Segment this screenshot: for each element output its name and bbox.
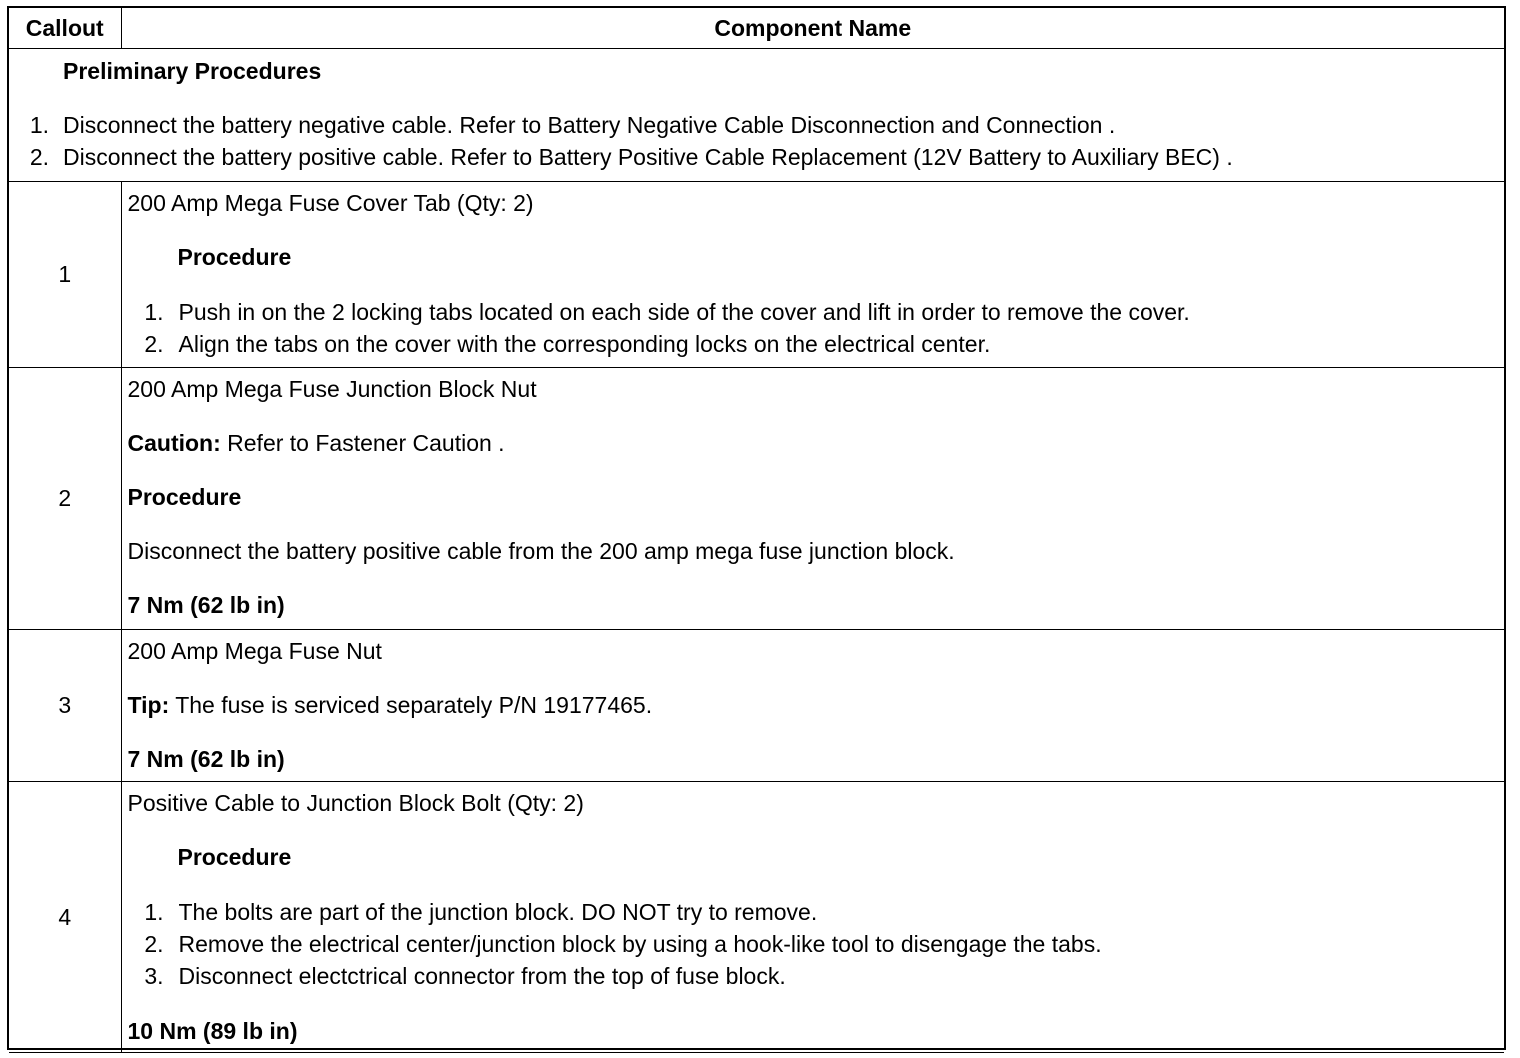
procedure-label: Procedure bbox=[177, 244, 292, 270]
step-text: Disconnect the battery negative cable. Refer to Battery Negative Cable Disconnection and Connection . bbox=[63, 112, 1116, 138]
component-cell bbox=[121, 182, 1504, 368]
table-row bbox=[9, 368, 1504, 630]
step-text: Disconnect the battery positive cable. Refer to Battery Positive Cable Replacement (12V Battery to Auxiliary BEC) . bbox=[63, 144, 1233, 170]
step-text: Remove the electrical center/junction block by using a hook-like tool to disengage the tabs. bbox=[178, 931, 1102, 957]
procedure-table-page bbox=[7, 6, 1506, 1050]
tip-label: Tip: bbox=[127, 692, 170, 718]
component-name-header: Component Name bbox=[121, 8, 1504, 49]
step-number: 1. bbox=[29, 112, 49, 138]
preliminary-steps bbox=[9, 109, 1504, 173]
component-table bbox=[9, 8, 1504, 1053]
step-number: 1. bbox=[144, 899, 164, 925]
component-name: 200 Amp Mega Fuse Junction Block Nut bbox=[127, 376, 537, 402]
table-header-row bbox=[9, 8, 1504, 49]
component-cell bbox=[121, 368, 1504, 630]
callout-cell: 4 bbox=[9, 782, 121, 1053]
component-cell bbox=[121, 782, 1504, 1053]
tip-text: The fuse is serviced separately P/N 19177465. bbox=[169, 692, 653, 718]
callout-cell: 2 bbox=[9, 368, 121, 630]
caution-text: Refer to Fastener Caution . bbox=[220, 430, 505, 456]
step-text: The bolts are part of the junction block. DO NOT try to remove. bbox=[178, 899, 818, 925]
preliminary-title: Preliminary Procedures bbox=[63, 58, 322, 84]
table-row bbox=[9, 782, 1504, 1053]
list-item bbox=[132, 960, 1499, 992]
step-number: 2. bbox=[144, 931, 164, 957]
list-item bbox=[9, 109, 1504, 141]
step-number: 1. bbox=[144, 299, 164, 325]
preliminary-row bbox=[9, 49, 1504, 182]
callout-header: Callout bbox=[9, 8, 121, 49]
procedure-text: Disconnect the battery positive cable from the 200 amp mega fuse junction block. bbox=[127, 538, 955, 564]
callout-cell: 1 bbox=[9, 182, 121, 368]
step-text: Align the tabs on the cover with the corresponding locks on the electrical center. bbox=[178, 331, 991, 357]
procedure-label: Procedure bbox=[127, 484, 242, 510]
component-name: 200 Amp Mega Fuse Cover Tab (Qty: 2) bbox=[127, 190, 534, 216]
procedure-steps bbox=[128, 896, 1499, 992]
table-row bbox=[9, 182, 1504, 368]
list-item bbox=[132, 328, 1499, 360]
table-row bbox=[9, 630, 1504, 782]
step-number: 2. bbox=[144, 331, 164, 357]
component-name: Positive Cable to Junction Block Bolt (Qty: 2) bbox=[127, 790, 584, 816]
step-number: 3. bbox=[144, 963, 164, 989]
component-cell bbox=[121, 630, 1504, 782]
component-name: 200 Amp Mega Fuse Nut bbox=[127, 638, 382, 664]
caution-label: Caution: bbox=[127, 430, 221, 456]
torque-spec: 7 Nm (62 lb in) bbox=[127, 746, 285, 772]
procedure-label: Procedure bbox=[177, 844, 292, 870]
step-text: Disconnect electctrical connector from the top of fuse block. bbox=[178, 963, 786, 989]
step-number: 2. bbox=[29, 144, 49, 170]
callout-cell: 3 bbox=[9, 630, 121, 782]
torque-spec: 10 Nm (89 lb in) bbox=[127, 1018, 298, 1044]
list-item bbox=[132, 928, 1499, 960]
procedure-steps bbox=[128, 296, 1499, 360]
list-item bbox=[9, 141, 1504, 173]
step-text: Push in on the 2 locking tabs located on each side of the cover and lift in order to remove the cover. bbox=[178, 299, 1190, 325]
list-item bbox=[132, 896, 1499, 928]
list-item bbox=[132, 296, 1499, 328]
caution-note bbox=[128, 428, 1499, 458]
preliminary-procedures bbox=[9, 49, 1504, 182]
tip-note bbox=[128, 690, 1499, 720]
torque-spec: 7 Nm (62 lb in) bbox=[127, 592, 285, 618]
